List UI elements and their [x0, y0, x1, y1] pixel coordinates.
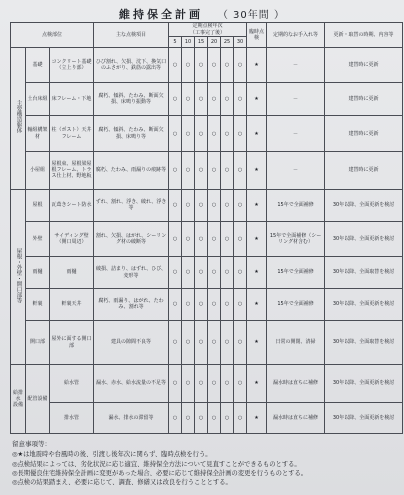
row-care: 15年で全面補修 — [267, 288, 325, 320]
row-item: 腐朽、たわみ、雨漏りの痕跡等 — [94, 151, 169, 189]
row-care: 漏水時は直ちに補修 — [267, 402, 325, 433]
header-items: 主な点検項目 — [94, 23, 169, 48]
row-renewal: 30年以降、全面更新を検討 — [325, 189, 403, 221]
mark: ○ — [234, 83, 247, 116]
mark: ○ — [182, 257, 195, 288]
header-row-1 — [11, 23, 403, 37]
row-item: 腐朽、傾斜、たわみ、断面欠損、床鳴り振動等 — [94, 83, 169, 116]
star-mark: ★ — [247, 83, 267, 116]
row-category: 土台床組 — [26, 83, 50, 116]
mark: ○ — [221, 221, 234, 257]
mark: ○ — [195, 257, 208, 288]
mark: ○ — [169, 83, 182, 116]
mark: ○ — [182, 321, 195, 365]
mark: ○ — [195, 221, 208, 257]
mark: ○ — [221, 116, 234, 152]
star-mark: ★ — [247, 47, 267, 83]
mark: ○ — [234, 364, 247, 402]
row-renewal: 30年以降、全面更新を検討 — [325, 402, 403, 433]
row-subpart: 瓦葺きシート防水 — [50, 189, 94, 221]
mark: ○ — [221, 47, 234, 83]
mark: ○ — [182, 116, 195, 152]
star-mark: ★ — [247, 321, 267, 365]
mark: ○ — [169, 402, 182, 433]
row-subpart: 床フレーム・下地 — [50, 83, 94, 116]
row-renewal: 建替時に更新 — [325, 116, 403, 152]
row-category: 開口部 — [26, 321, 50, 365]
mark: ○ — [221, 189, 234, 221]
row-category: 基礎 — [26, 47, 50, 83]
year-col: 30 — [234, 37, 247, 47]
document-title — [0, 6, 404, 22]
header-period-top: 定期点検年次 — [192, 23, 223, 30]
mark: ○ — [208, 116, 221, 152]
mark: ○ — [195, 47, 208, 83]
row-care: 15年で全面補修（シーリング材含む） — [267, 221, 325, 257]
group-exterior: 屋根・外壁・開口部等 — [11, 189, 26, 364]
group-plumbing-l1: 給排水 — [12, 389, 23, 402]
mark: ○ — [195, 151, 208, 189]
mark: ○ — [195, 402, 208, 433]
mark: ○ — [169, 189, 182, 221]
maintenance-table — [10, 22, 403, 434]
group-plumbing-l2: 設備 — [12, 402, 23, 409]
row-category: 軸組構架材 — [26, 116, 50, 152]
mark: ○ — [221, 288, 234, 320]
row-category: 軒裏 — [26, 288, 50, 320]
year-col: 10 — [182, 37, 195, 47]
row-category: 外壁 — [26, 221, 50, 257]
header-period — [169, 23, 247, 37]
header-ad-hoc: 臨時点検 — [247, 23, 267, 48]
mark: ○ — [221, 83, 234, 116]
year-col: 20 — [208, 37, 221, 47]
notes-section — [12, 440, 402, 487]
row-care: － — [267, 151, 325, 189]
table-row — [11, 83, 403, 116]
row-subpart: 柱（ポスト）天井フレーム — [50, 116, 94, 152]
row-renewal: 建替時に更新 — [325, 151, 403, 189]
mark: ○ — [169, 47, 182, 83]
row-care: － — [267, 83, 325, 116]
row-subpart: 雨樋 — [50, 257, 94, 288]
mark: ○ — [182, 189, 195, 221]
table-row — [11, 257, 403, 288]
mark: ○ — [208, 221, 221, 257]
mark: ○ — [234, 116, 247, 152]
row-subpart: 軒裏天井 — [50, 288, 94, 320]
notes-heading: 留意事項等： — [12, 440, 51, 448]
row-item: ひび割れ、欠損、沈下、換気口のふさがり、鉄筋の露出等 — [94, 47, 169, 83]
row-renewal: 建替時に更新 — [325, 83, 403, 116]
mark: ○ — [195, 364, 208, 402]
row-item: 割れ、欠損、はがれ、シーリング材の破断等 — [94, 221, 169, 257]
mark: ○ — [169, 288, 182, 320]
star-mark: ★ — [247, 189, 267, 221]
mark: ○ — [221, 321, 234, 365]
row-subpart: 屋外に面する開口部 — [50, 321, 94, 365]
mark: ○ — [195, 116, 208, 152]
mark: ○ — [182, 221, 195, 257]
star-mark: ★ — [247, 151, 267, 189]
table-row — [11, 402, 403, 433]
star-mark: ★ — [247, 221, 267, 257]
row-renewal: 30年以降、全面取替を検討 — [325, 257, 403, 288]
row-care: － — [267, 116, 325, 152]
row-care: 15年で全面補修 — [267, 257, 325, 288]
mark: ○ — [208, 288, 221, 320]
table-row — [11, 189, 403, 221]
row-item: 腐朽、傾斜、たわみ、断面欠損、床鳴り等 — [94, 116, 169, 152]
header-care: 定期的なお手入れ等 — [267, 23, 325, 48]
star-mark: ★ — [247, 402, 267, 433]
header-renewal: 更新・取替の時期、内容等 — [325, 23, 403, 48]
mark: ○ — [169, 116, 182, 152]
row-item: 建具の隙間不良等 — [94, 321, 169, 365]
mark: ○ — [182, 47, 195, 83]
table-row — [11, 221, 403, 257]
table-row — [11, 288, 403, 320]
group-plumbing — [11, 364, 26, 433]
row-item: 漏水、排水の滞留等 — [94, 402, 169, 433]
header-part: 点検部位 — [11, 23, 94, 48]
mark: ○ — [221, 364, 234, 402]
note-line: ◎点検結果によっては、劣化状況に応じ適宜、維持保全方法について見直すことができるものとする。 — [12, 460, 301, 468]
row-renewal: 30年以降、全面更新を検討 — [325, 288, 403, 320]
mark: ○ — [182, 288, 195, 320]
title-sub: （ 30年間 ） — [217, 10, 285, 21]
year-col: 5 — [169, 37, 182, 47]
table-row — [11, 321, 403, 365]
table-row — [11, 151, 403, 189]
row-item: 破損、詰まり、はずれ、ひび、変形等 — [94, 257, 169, 288]
mark: ○ — [221, 257, 234, 288]
row-subpart: 屋根束、屋根梁屋根フレーム、トラス仕上材、野地板 — [50, 151, 94, 189]
mark: ○ — [169, 321, 182, 365]
mark: ○ — [208, 189, 221, 221]
row-category: 雨樋 — [26, 257, 50, 288]
table-row — [11, 364, 403, 402]
mark: ○ — [182, 364, 195, 402]
mark: ○ — [208, 151, 221, 189]
table-row — [11, 116, 403, 152]
row-renewal: 30年以降、全面更新を検討 — [325, 364, 403, 402]
note-line: ◎長期優良住宅維持保全計画に変更があった場合、必要に応じて維持保全計画の変更を行うものとする。 — [12, 469, 308, 477]
row-subpart: 給水管 — [50, 364, 94, 402]
group-structure: 主要構造躯体 — [11, 47, 26, 189]
group-piping: 配管設備 — [26, 364, 50, 433]
mark: ○ — [234, 257, 247, 288]
mark: ○ — [234, 402, 247, 433]
row-care: 日常の開閉、清掃 — [267, 321, 325, 365]
star-mark: ★ — [247, 364, 267, 402]
mark: ○ — [208, 321, 221, 365]
year-col: 25 — [221, 37, 234, 47]
star-mark: ★ — [247, 116, 267, 152]
header-period-sub: （工事完了後） — [190, 29, 226, 36]
mark: ○ — [208, 402, 221, 433]
note-line: ◎★は地震時や台風時の後、引渡し後年次に関らず、臨時点検を行う。 — [12, 451, 212, 459]
row-category: 屋根 — [26, 189, 50, 221]
row-renewal: 30年以降、全面取替を検討 — [325, 321, 403, 365]
mark: ○ — [208, 364, 221, 402]
mark: ○ — [182, 83, 195, 116]
mark: ○ — [234, 221, 247, 257]
mark: ○ — [234, 189, 247, 221]
mark: ○ — [195, 83, 208, 116]
row-care: 漏水時は直ちに補修 — [267, 364, 325, 402]
mark: ○ — [182, 151, 195, 189]
mark: ○ — [208, 47, 221, 83]
mark: ○ — [208, 257, 221, 288]
mark: ○ — [169, 151, 182, 189]
row-care: － — [267, 47, 325, 83]
mark: ○ — [169, 364, 182, 402]
mark: ○ — [182, 402, 195, 433]
row-renewal: 建替時に更新 — [325, 47, 403, 83]
row-subpart: サイディング壁（開口周辺） — [50, 221, 94, 257]
mark: ○ — [234, 321, 247, 365]
star-mark: ★ — [247, 257, 267, 288]
mark: ○ — [208, 83, 221, 116]
title-main: 維持保全計画 — [119, 8, 204, 21]
row-category: 小屋組 — [26, 151, 50, 189]
year-col: 15 — [195, 37, 208, 47]
mark: ○ — [234, 151, 247, 189]
mark: ○ — [169, 257, 182, 288]
table-row — [11, 47, 403, 83]
star-mark: ★ — [247, 288, 267, 320]
row-subpart: 排水管 — [50, 402, 94, 433]
row-item: ずれ、割れ、浮き、破れ、浮き等 — [94, 189, 169, 221]
row-item: 腐朽、雨漏り、はがれ、たわみ、割れ等 — [94, 288, 169, 320]
mark: ○ — [234, 47, 247, 83]
mark: ○ — [195, 321, 208, 365]
mark: ○ — [195, 288, 208, 320]
mark: ○ — [234, 288, 247, 320]
row-renewal: 30年以降、全面更新を検討 — [325, 221, 403, 257]
mark: ○ — [195, 189, 208, 221]
row-item: 漏水、赤水、給水流量の不足等 — [94, 364, 169, 402]
note-line: ◎点検の結果踏まえ、必要に応じて、調査、修繕又は改良を行うこととする。 — [12, 478, 232, 486]
row-subpart: コンクリート基礎（立上り部） — [50, 47, 94, 83]
row-care: 15年で全面補修 — [267, 189, 325, 221]
mark: ○ — [221, 402, 234, 433]
mark: ○ — [221, 151, 234, 189]
mark: ○ — [169, 221, 182, 257]
